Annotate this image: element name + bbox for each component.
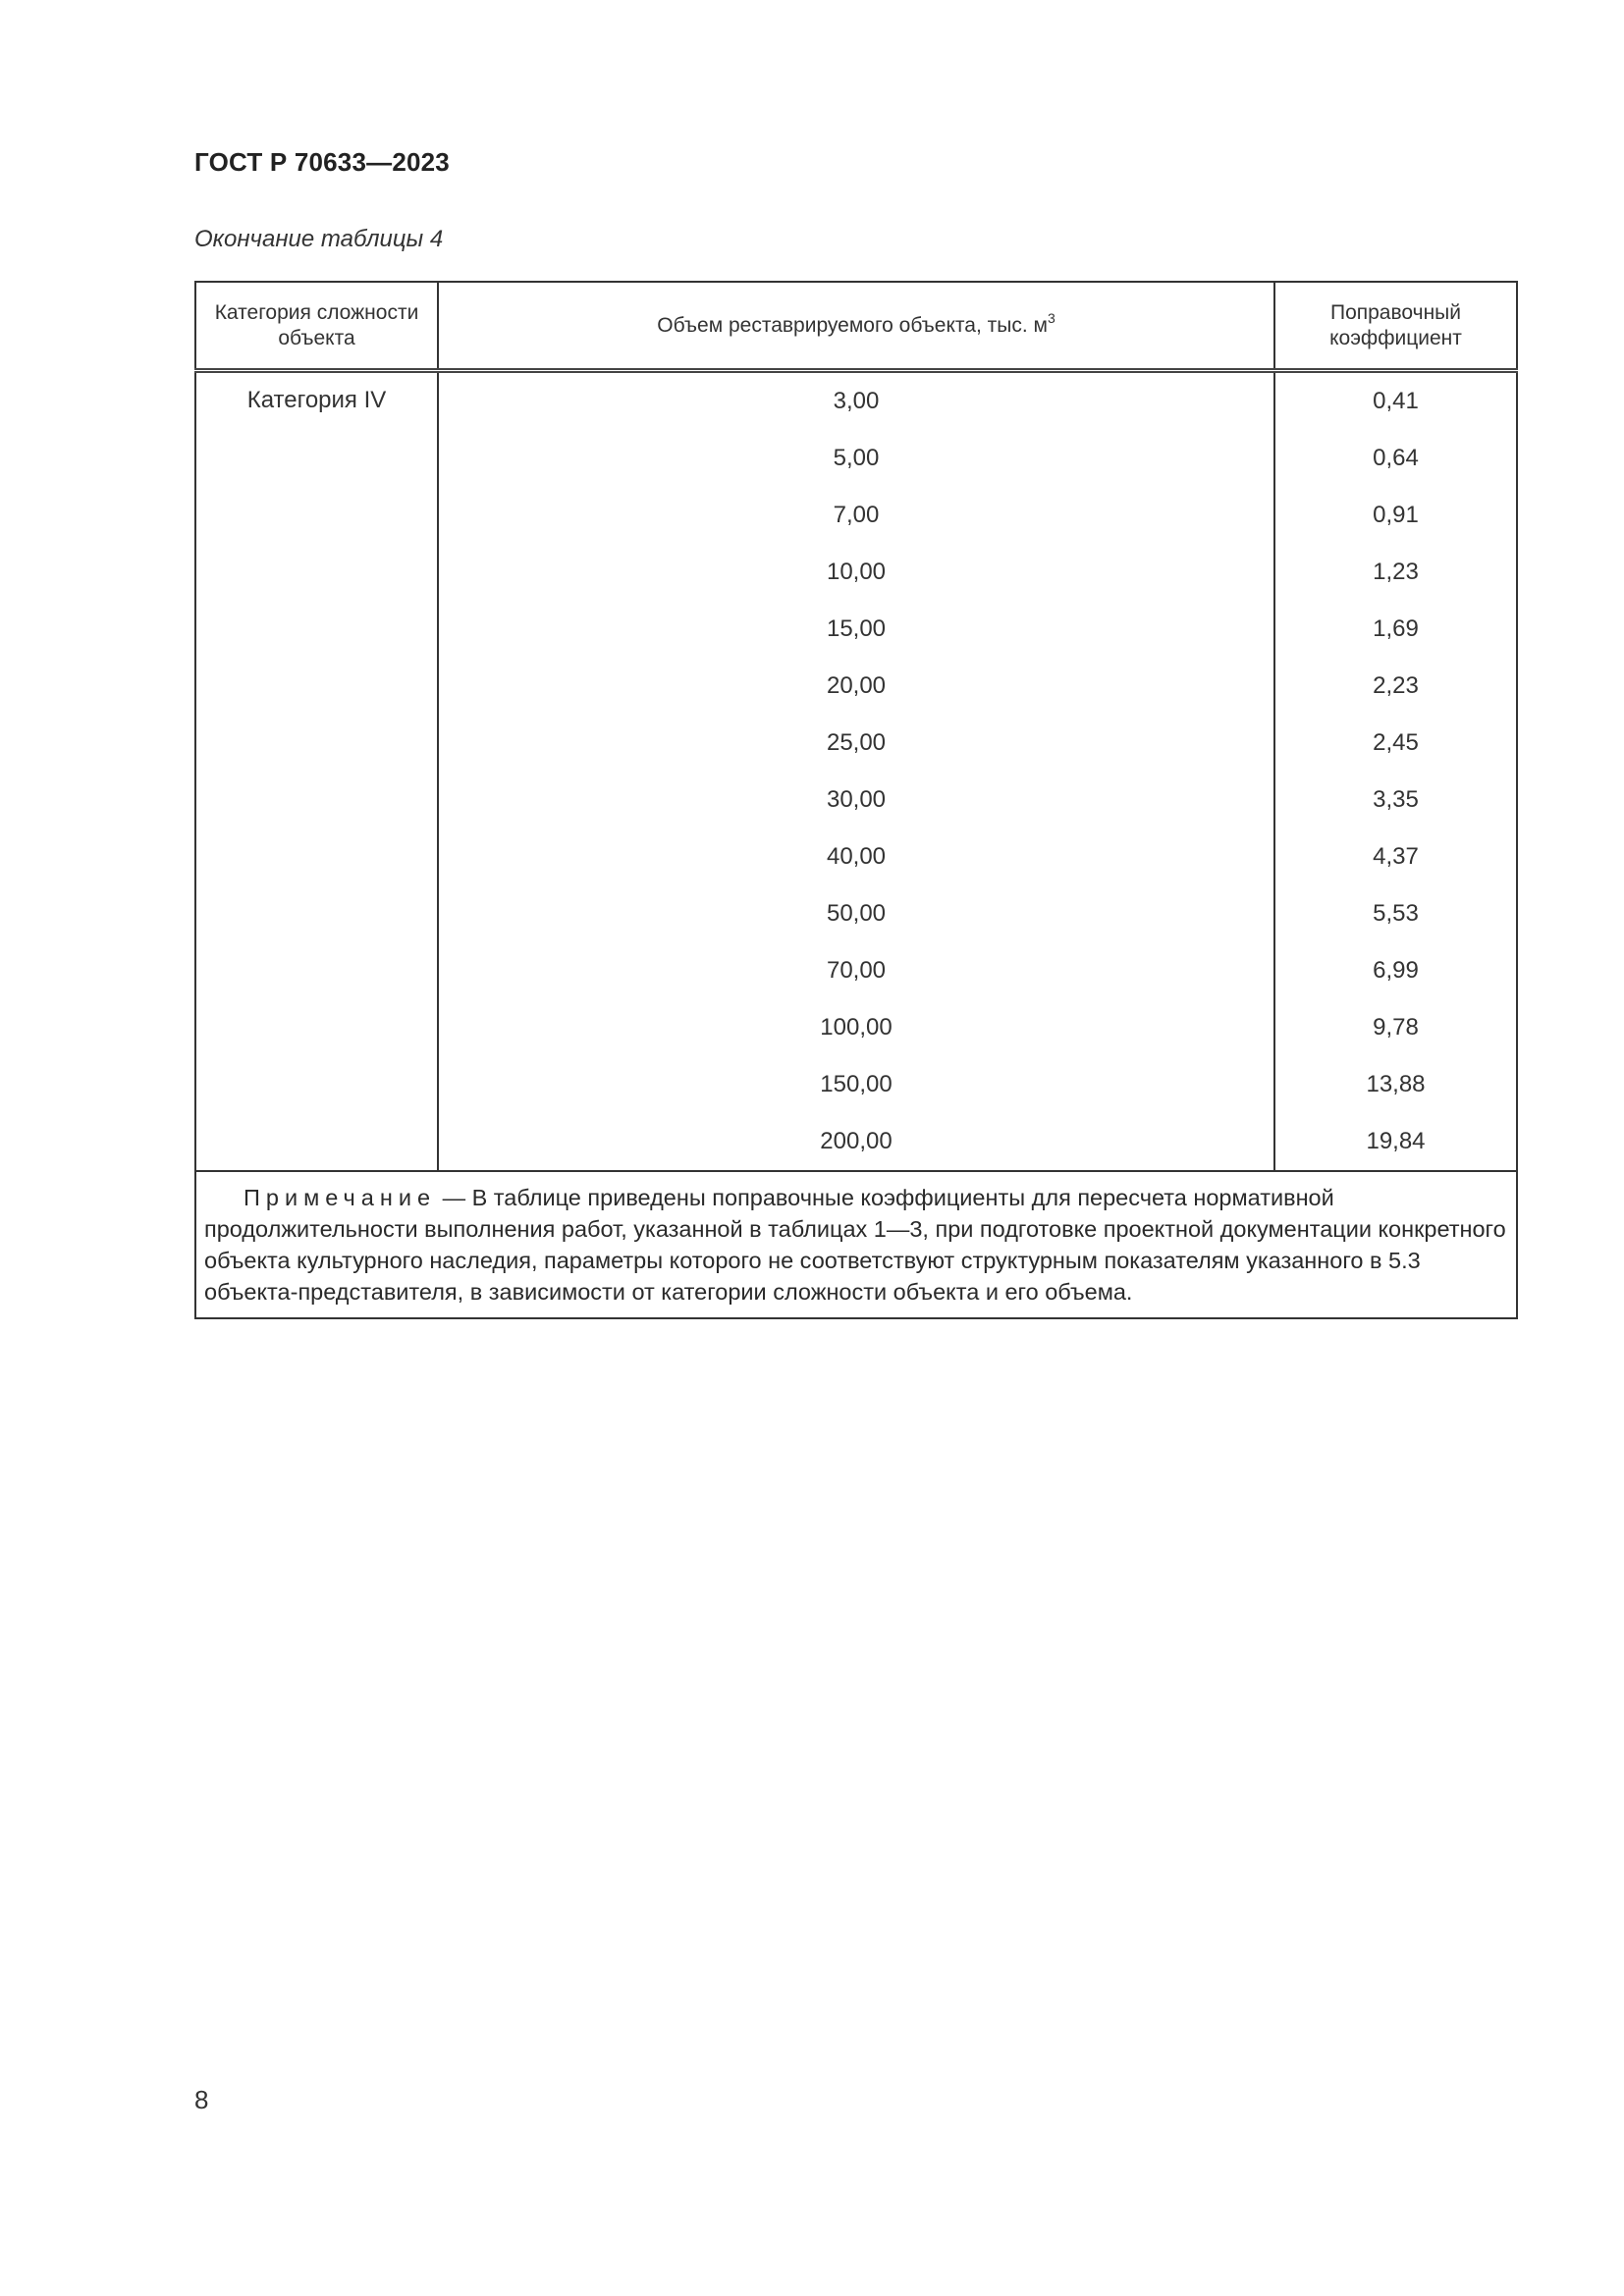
coefficient-value: 0,41 — [1373, 388, 1419, 414]
volume-value: 5,00 — [833, 445, 880, 471]
table-header-row — [195, 282, 1517, 371]
coefficient-value: 2,23 — [1373, 672, 1419, 699]
coefficient-value: 1,69 — [1373, 615, 1419, 642]
coefficients-table — [194, 281, 1518, 1319]
header-volume — [438, 282, 1274, 371]
coefficient-value: 19,84 — [1366, 1128, 1426, 1154]
coefficient-value: 0,64 — [1373, 445, 1419, 471]
table-caption: Окончание таблицы 4 — [194, 226, 444, 252]
table-note — [195, 1171, 1517, 1318]
volume-value: 15,00 — [826, 615, 887, 642]
volume-value: 20,00 — [826, 672, 887, 699]
category-cell: Категория IV — [195, 371, 438, 1172]
coefficient-value: 3,35 — [1373, 786, 1419, 813]
header-category: Категория сложности объекта — [195, 282, 438, 371]
header-volume-superscript: 3 — [1047, 309, 1056, 326]
coefficient-value: 6,99 — [1373, 957, 1419, 984]
volume-value: 200,00 — [820, 1128, 893, 1154]
volume-value: 100,00 — [820, 1014, 893, 1041]
note-text: — В таблице приведены поправочные коэффициенты для пересчета нормативной продолжительности выполнения работ, указанной в таблицах 1—3, при подготовке проектной документации конкретного объекта культурного наследия, параметры которого не соответствуют структурным показателям указанного в 5.3 объекта-представителя, в зависимости от категории сложности объекта и его объема. — [204, 1185, 1506, 1305]
note-label: Примечание — [244, 1185, 437, 1210]
coefficient-value: 5,53 — [1373, 900, 1419, 927]
volume-column — [438, 371, 1274, 1172]
header-volume-text: Объем реставрируемого объекта, тыс. м — [657, 313, 1048, 337]
volume-value: 50,00 — [826, 900, 887, 927]
coefficient-value: 2,45 — [1373, 729, 1419, 756]
volume-value: 30,00 — [826, 786, 887, 813]
page-number: 8 — [194, 2085, 209, 2114]
volume-value: 7,00 — [833, 502, 880, 528]
coefficient-value: 9,78 — [1373, 1014, 1419, 1041]
volume-value: 25,00 — [826, 729, 887, 756]
coefficient-value: 1,23 — [1373, 559, 1419, 585]
volume-value: 70,00 — [826, 957, 887, 984]
coefficient-value: 0,91 — [1373, 502, 1419, 528]
coefficient-value: 4,37 — [1373, 843, 1419, 870]
volume-value: 40,00 — [826, 843, 887, 870]
coefficient-column — [1274, 371, 1517, 1172]
table-container — [194, 281, 1516, 1319]
table-body-row — [195, 371, 1517, 1172]
table-note-row — [195, 1171, 1517, 1318]
volume-value: 3,00 — [833, 388, 880, 414]
volume-value: 10,00 — [826, 559, 887, 585]
volume-value: 150,00 — [820, 1071, 893, 1097]
coefficient-value: 13,88 — [1366, 1071, 1426, 1097]
document-code: ГОСТ Р 70633—2023 — [194, 147, 450, 177]
header-coefficient: Поправочный коэффициент — [1274, 282, 1517, 371]
